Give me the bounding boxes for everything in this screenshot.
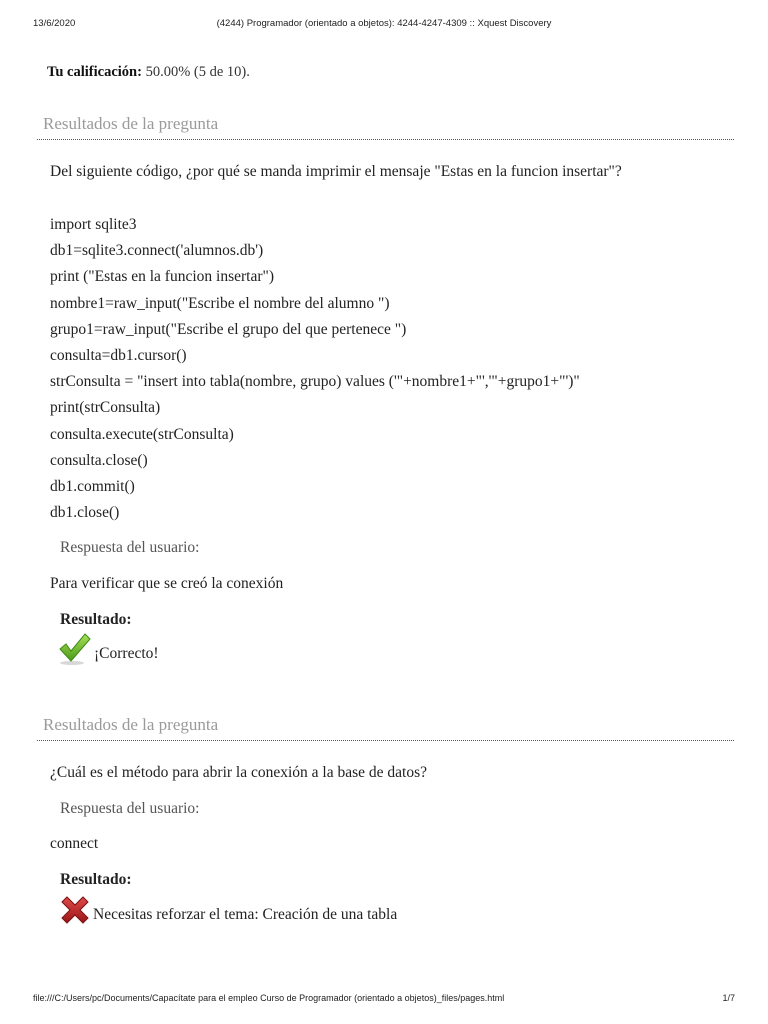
code-block	[50, 212, 580, 526]
code-line: grupo1=raw_input("Escribe el grupo del que pertenece ")	[50, 320, 407, 338]
result-text: Necesitas reforzar el tema: Creación de una tabla	[93, 906, 398, 923]
print-date: 13/6/2020	[33, 18, 76, 29]
code-line: consulta=db1.cursor()	[50, 347, 187, 365]
code-line: import sqlite3	[50, 216, 137, 233]
cross-icon	[58, 893, 92, 927]
user-answer-label: Respuesta del usuario:	[60, 800, 200, 817]
print-url: file:///C:/Users/pc/Documents/Capacítate para el empleo Curso de Programador (orientado a objetos)_files/pages.html	[33, 993, 505, 1003]
grade-value: 50.00% (5 de 10).	[145, 64, 250, 80]
user-answer: connect	[50, 835, 99, 852]
page-number: 1/7	[722, 993, 735, 1003]
question-text: Del siguiente código, ¿por qué se manda imprimir el mensaje "Estas en la funcion insertar"?	[50, 163, 622, 180]
print-title: (4244) Programador (orientado a objetos): 4244-4247-4309 :: Xquest Discovery	[216, 18, 552, 29]
result-label: Resultado:	[60, 611, 132, 628]
result-row	[58, 632, 159, 666]
section-title-question-1: Resultados de la pregunta	[43, 114, 219, 133]
code-line: db1=sqlite3.connect('alumnos.db')	[50, 242, 264, 260]
user-answer: Para verificar que se creó la conexión	[50, 575, 284, 592]
section-divider	[37, 740, 734, 741]
code-line: print ("Estas en la funcion insertar")	[50, 268, 274, 286]
result-row	[58, 893, 397, 927]
checkmark-icon	[58, 632, 92, 666]
section-divider	[37, 139, 734, 140]
grade-label: Tu calificación:	[47, 64, 142, 80]
result-text: ¡Correcto!	[94, 645, 159, 662]
result-label: Resultado:	[60, 871, 132, 888]
question-text: ¿Cuál es el método para abrir la conexión a la base de datos?	[50, 764, 428, 781]
code-line: print(strConsulta)	[50, 399, 161, 417]
section-title-question-2: Resultados de la pregunta	[43, 715, 219, 734]
grade-summary	[47, 64, 250, 81]
code-line: strConsulta = "insert into tabla(nombre, grupo) values ('"+nombre1+"','"+grupo1+"')"	[50, 373, 580, 391]
code-line: db1.commit()	[50, 478, 135, 496]
code-line: db1.close()	[50, 504, 120, 522]
code-line: consulta.close()	[50, 451, 148, 469]
user-answer-label: Respuesta del usuario:	[60, 539, 200, 556]
code-line: consulta.execute(strConsulta)	[50, 425, 234, 443]
code-line: nombre1=raw_input("Escribe el nombre del alumno ")	[50, 294, 390, 312]
